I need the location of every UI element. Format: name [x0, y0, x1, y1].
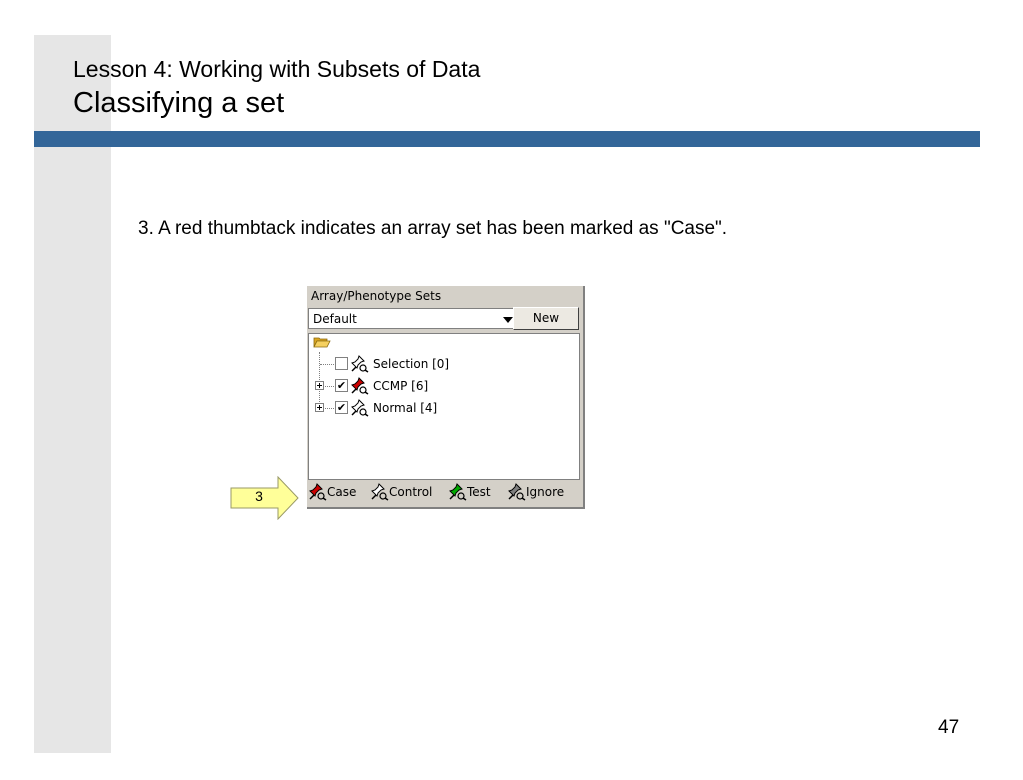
callout-number: 3 — [255, 488, 263, 504]
sets-dropdown[interactable] — [308, 308, 518, 329]
gray-thumbtack-icon[interactable] — [351, 399, 369, 417]
control-label: Control — [389, 485, 433, 499]
tree-item-label: Selection [0] — [373, 357, 450, 371]
ccmp-checkbox[interactable]: ✔ — [336, 379, 347, 392]
red-thumbtack-icon — [309, 483, 327, 501]
gray-thumbtack-icon[interactable] — [351, 355, 369, 373]
tree-item-label: CCMP [6] — [373, 379, 429, 393]
callout-arrow — [230, 476, 300, 520]
lesson-title: Lesson 4: Working with Subsets of Data — [73, 56, 481, 82]
tree-item-ccmp[interactable] — [309, 377, 569, 395]
ignore-label: Ignore — [526, 485, 565, 499]
normal-checkbox[interactable]: ✔ — [336, 401, 347, 414]
dropdown-value: Default — [313, 312, 357, 326]
tree-item-label: Normal [4] — [373, 401, 438, 415]
case-label: Case — [327, 485, 357, 499]
red-thumbtack-icon[interactable] — [351, 377, 369, 395]
panel-title: Array/Phenotype Sets — [311, 289, 442, 303]
new-button[interactable]: New — [513, 307, 579, 330]
body-text: 3. A red thumbtack indicates an array set has been marked as "Case". — [138, 218, 728, 239]
section-title: Classifying a set — [73, 87, 285, 119]
white-thumbtack-icon — [371, 483, 389, 501]
chevron-down-icon[interactable] — [503, 317, 513, 323]
selection-checkbox[interactable] — [335, 357, 348, 370]
expand-icon[interactable] — [315, 381, 324, 390]
green-thumbtack-icon — [449, 483, 467, 501]
header-bar — [34, 131, 980, 147]
array-phenotype-sets-panel — [307, 286, 585, 509]
tree-item-selection[interactable] — [309, 355, 569, 373]
expand-icon[interactable] — [315, 403, 324, 412]
sets-tree — [308, 333, 580, 480]
folder-icon[interactable] — [313, 336, 331, 348]
test-label: Test — [467, 485, 491, 499]
tree-item-normal[interactable] — [309, 399, 569, 417]
classification-legend — [309, 483, 581, 501]
page-number: 47 — [938, 717, 960, 738]
gray-thumbtack-icon — [508, 483, 526, 501]
